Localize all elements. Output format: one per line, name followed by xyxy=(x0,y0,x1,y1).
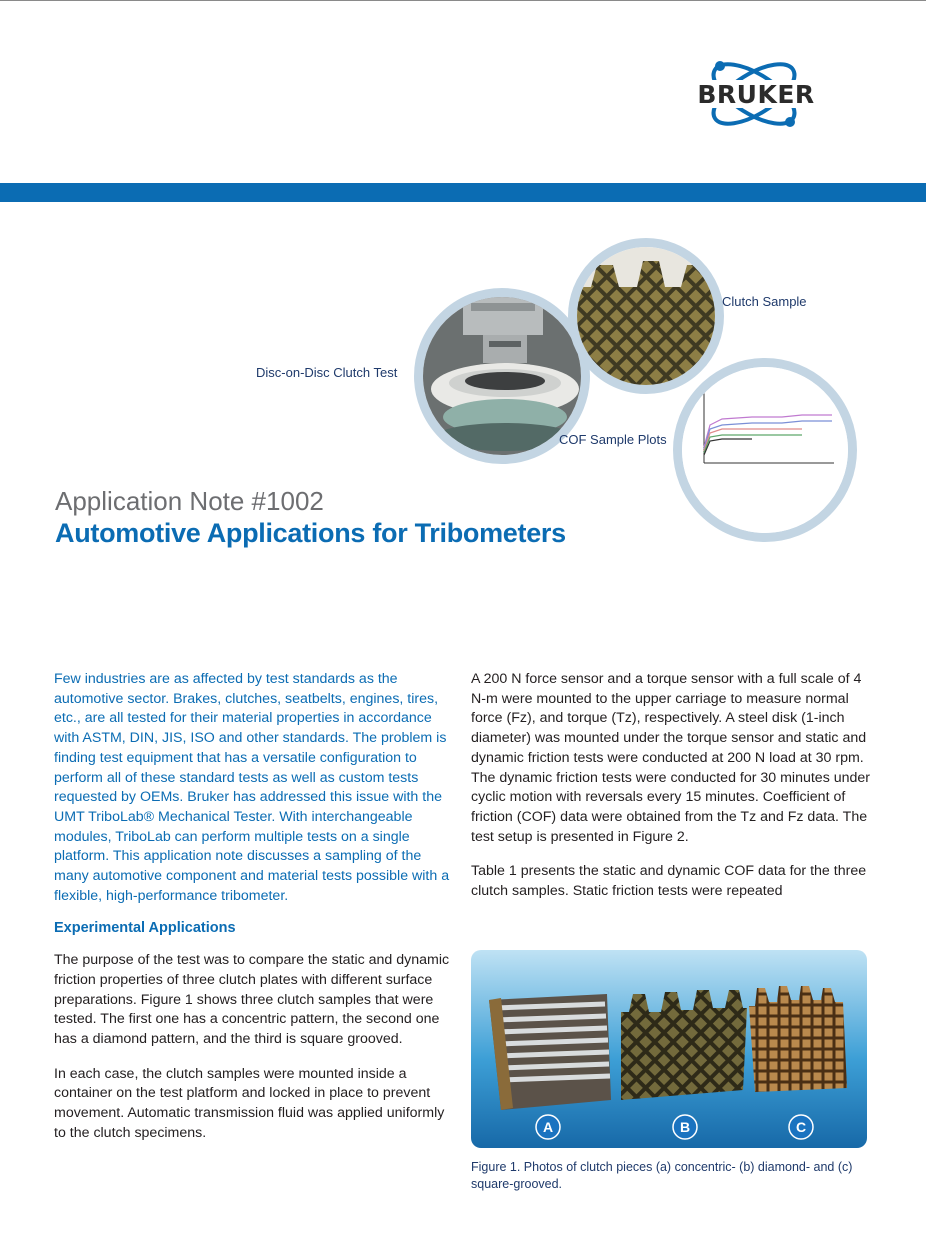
clutch-sample-photo xyxy=(568,238,724,394)
clutch-c xyxy=(749,986,847,1092)
body-paragraph: In each case, the clutch samples were mounted inside a container on the test platform and locked in place to prevent movement. Automatic transmission fluid was applied uniformly to the clutch specimens. xyxy=(54,1065,445,1141)
figure-label-c xyxy=(789,1115,813,1139)
top-rule xyxy=(0,0,926,1)
header-band xyxy=(0,183,926,202)
figure-label-b xyxy=(673,1115,697,1139)
bruker-logo xyxy=(678,52,830,136)
cof-plot-thumbnail xyxy=(673,358,857,542)
section-heading: Experimental Applications xyxy=(54,920,236,937)
figure-label-a xyxy=(536,1115,560,1139)
disc-test-caption: Disc-on-Disc Clutch Test xyxy=(256,365,398,380)
clutch-sample-caption: Clutch Sample xyxy=(722,294,807,309)
left-column xyxy=(54,670,454,1143)
svg-text:B: B xyxy=(679,1119,691,1135)
body-paragraph: The purpose of the test was to compare the static and dynamic friction properties of three clutch plates with different surface preparations. Figure 1 shows three clutch samples that were tested. The first one has a concentric pattern, the second one has a diamond pattern, and the third is square grooved. xyxy=(54,952,450,1047)
cof-plots-caption: COF Sample Plots xyxy=(559,432,667,447)
svg-text:C: C xyxy=(795,1119,807,1135)
figure-1-photo xyxy=(471,950,867,1148)
body-paragraph: A 200 N force sensor and a torque sensor with a full scale of 4 N-m were mounted to the upper carriage to measure normal force (Fz), and torque (Tz), respectively. A steel disk (1-inch diameter) was mounted under the torque sensor and static and dynamic friction tests were conducted at 200 N load at 30 rpm. The dynamic friction tests were conducted for 30 minutes under cyclic motion with reversals every 15 minutes. Coefficient of friction (COF) data were obtained from the Tz and Fz data. The test setup is presented in Figure 2. xyxy=(471,671,871,845)
body-paragraph: Table 1 presents the static and dynamic COF data for the three clutch samples. Static friction tests were repeated xyxy=(471,863,867,900)
clutch-a xyxy=(489,994,611,1110)
logo-wordmark: BRUKER xyxy=(697,80,815,109)
intro-paragraph: Few industries are as affected by test standards as the automotive sector. Brakes, clutches, seatbelts, engines, tires, etc., are all tested for their material properties in accordance with ASTM, DIN, JIS, ISO and other standards. The problem is finding test equipment that has a versatile configuration to perform all of these standard tests as well as custom tests requested by OEMs. Bruker has addressed this issue with the UMT TriboLab® Mechanical Tester. With interchangeable modules, TriboLab can perform multiple tests on a single platform. This application note discusses a sampling of the many automotive component and material tests possible with a flexible, high-performance tribometer. xyxy=(54,671,450,904)
right-column xyxy=(471,670,871,902)
svg-text:A: A xyxy=(542,1119,554,1135)
application-note-number: Application Note #1002 xyxy=(55,486,324,516)
figure-1-caption: Figure 1. Photos of clutch pieces (a) concentric- (b) diamond- and (c) square-grooved. xyxy=(471,1160,853,1191)
page-title: Automotive Applications for Tribometers xyxy=(55,518,566,548)
